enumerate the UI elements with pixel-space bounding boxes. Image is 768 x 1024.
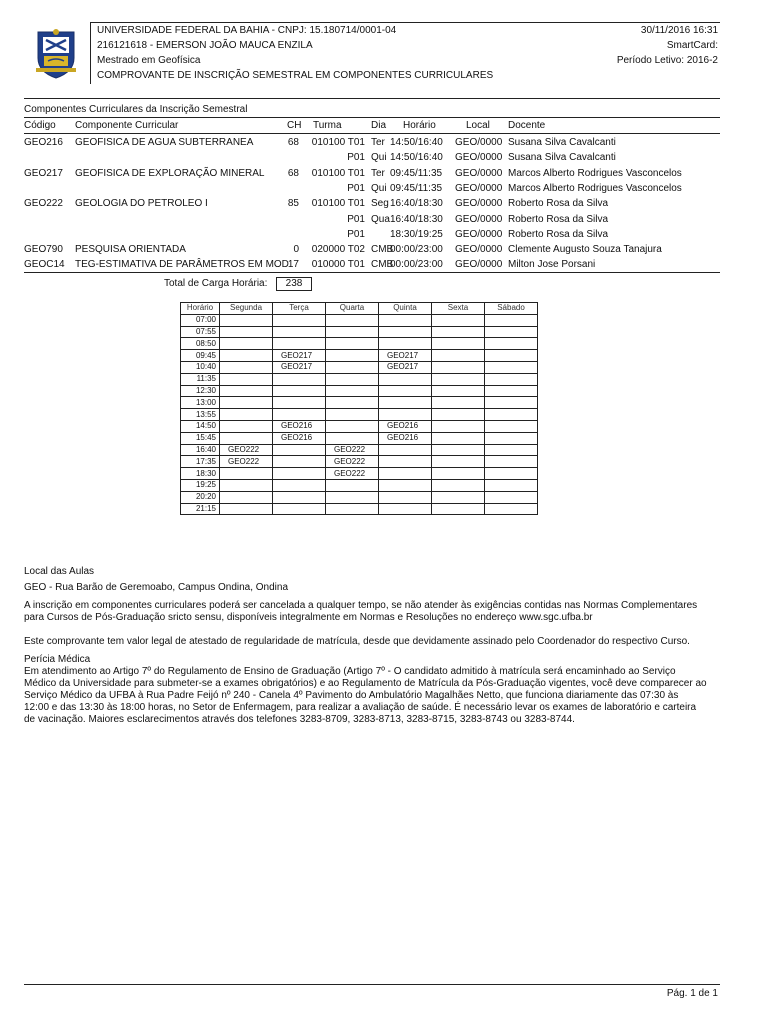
schedule-time: 16:40 <box>181 444 220 456</box>
course-ch: 0 <box>293 244 299 255</box>
schedule-cell <box>220 314 273 326</box>
schedule-cell <box>220 409 273 421</box>
schedule-cell <box>326 420 379 432</box>
schedule-col-header: Sexta <box>432 303 485 315</box>
schedule-cell <box>485 338 538 350</box>
schedule-cell <box>432 468 485 480</box>
schedule-cell: GEO222 <box>220 444 273 456</box>
schedule-cell <box>220 397 273 409</box>
course-turma: P01 <box>347 152 365 163</box>
schedule-row <box>181 432 538 444</box>
course-turma: 020000 T02 <box>311 244 365 255</box>
course-ch: 85 <box>287 198 299 209</box>
schedule-cell: GEO216 <box>273 420 326 432</box>
document-title: COMPROVANTE DE INSCRIÇÃO SEMESTRAL EM COMPONENTES CURRICULARES <box>97 70 494 81</box>
course-teacher: Susana Silva Cavalcanti <box>508 137 616 148</box>
schedule-cell <box>432 503 485 515</box>
cancel-notice-line2: para Cursos de Pós-Graduação sricto sensu, disponíveis integralmente em Normas e Resoluções no endereço www.sgc.ufba.br <box>24 612 593 623</box>
course-day: CMB <box>371 244 394 255</box>
schedule-cell <box>220 373 273 385</box>
schedule-cell <box>273 503 326 515</box>
schedule-cell <box>432 479 485 491</box>
schedule-cell: GEO217 <box>273 350 326 362</box>
course-teacher: Clemente Augusto Souza Tanajura <box>508 244 662 255</box>
footer-rule <box>24 984 720 985</box>
schedule-cell <box>273 456 326 468</box>
schedule-cell <box>273 314 326 326</box>
schedule-cell <box>485 479 538 491</box>
pericia-line4: 12:00 e das 13:30 às 18:00 horas, no Setor de Enfermagem, para realizar a avaliação de saúde. É necessário levar os exames de laboratório e carteira <box>24 702 697 713</box>
schedule-time: 13:55 <box>181 409 220 421</box>
course-location: GEO/0000 <box>455 244 503 255</box>
schedule-time: 20:20 <box>181 491 220 503</box>
schedule-cell: GEO222 <box>326 456 379 468</box>
course-location: GEO/0000 <box>455 183 503 194</box>
course-name: TEG-ESTIMATIVA DE PARÂMETROS EM MOD <box>75 259 289 270</box>
schedule-cell <box>220 385 273 397</box>
schedule-cell <box>432 432 485 444</box>
program-line: Mestrado em Geofísica <box>97 55 201 66</box>
course-name: GEOLOGIA DO PETROLEO I <box>75 198 208 209</box>
schedule-cell <box>326 479 379 491</box>
schedule-row <box>181 385 538 397</box>
schedule-cell <box>432 350 485 362</box>
schedule-time: 10:40 <box>181 361 220 373</box>
col-header-componente: Componente Curricular <box>75 120 179 131</box>
course-location: GEO/0000 <box>455 259 503 270</box>
course-turma: P01 <box>347 214 365 225</box>
schedule-row <box>181 338 538 350</box>
col-header-dia: Dia <box>371 120 387 131</box>
col-header-horario: Horário <box>403 120 436 131</box>
schedule-cell <box>273 479 326 491</box>
schedule-cell <box>485 314 538 326</box>
schedule-cell <box>485 432 538 444</box>
schedule-cell <box>485 373 538 385</box>
schedule-cell <box>220 468 273 480</box>
schedule-cell <box>273 491 326 503</box>
schedule-cell: GEO216 <box>379 420 432 432</box>
schedule-cell <box>485 409 538 421</box>
course-teacher: Milton Jose Porsani <box>508 259 596 270</box>
schedule-cell <box>326 338 379 350</box>
ufba-logo <box>34 28 78 80</box>
course-teacher: Susana Silva Cavalcanti <box>508 152 616 163</box>
schedule-cell <box>379 491 432 503</box>
schedule-time: 09:45 <box>181 350 220 362</box>
schedule-time: 12:30 <box>181 385 220 397</box>
schedule-cell <box>485 361 538 373</box>
schedule-time: 13:00 <box>181 397 220 409</box>
schedule-cell <box>326 491 379 503</box>
schedule-time: 15:45 <box>181 432 220 444</box>
schedule-time: 21:15 <box>181 503 220 515</box>
schedule-time: 07:55 <box>181 326 220 338</box>
schedule-cell <box>273 444 326 456</box>
course-code: GEO216 <box>24 137 63 148</box>
schedule-cell <box>432 385 485 397</box>
schedule-cell <box>432 456 485 468</box>
schedule-cell: GEO217 <box>273 361 326 373</box>
schedule-cell <box>326 314 379 326</box>
schedule-cell <box>220 420 273 432</box>
university-line: UNIVERSIDADE FEDERAL DA BAHIA - CNPJ: 15.180714/0001-04 <box>97 25 397 36</box>
course-ch: 68 <box>287 168 299 179</box>
total-ch-label: Total de Carga Horária: <box>164 278 268 289</box>
schedule-cell <box>485 326 538 338</box>
schedule-cell <box>485 503 538 515</box>
schedule-cell <box>273 385 326 397</box>
smartcard-label: SmartCard: <box>666 40 718 51</box>
schedule-cell <box>326 373 379 385</box>
schedule-cell <box>432 491 485 503</box>
schedule-cell <box>220 361 273 373</box>
schedule-cell <box>379 314 432 326</box>
course-day: CMB <box>371 259 394 270</box>
schedule-time: 08:50 <box>181 338 220 350</box>
schedule-cell: GEO216 <box>273 432 326 444</box>
course-time: 16:40/18:30 <box>390 198 443 209</box>
schedule-row <box>181 397 538 409</box>
schedule-cell <box>326 385 379 397</box>
course-time: 09:45/11:35 <box>390 168 443 179</box>
schedule-cell <box>326 503 379 515</box>
course-day: Seg <box>371 198 389 209</box>
course-turma: 010100 T01 <box>311 198 365 209</box>
schedule-row <box>181 361 538 373</box>
col-header-docente: Docente <box>508 120 546 131</box>
schedule-time: 19:25 <box>181 479 220 491</box>
course-time: 00:00/23:00 <box>390 259 443 270</box>
schedule-cell <box>326 409 379 421</box>
col-header-codigo: Código <box>24 120 56 131</box>
schedule-cell <box>379 397 432 409</box>
course-name: GEOFISICA DE AGUA SUBTERRANEA <box>75 137 254 148</box>
course-ch: 17 <box>287 259 299 270</box>
schedule-row <box>181 314 538 326</box>
schedule-col-header: Segunda <box>220 303 273 315</box>
schedule-cell <box>485 491 538 503</box>
schedule-row <box>181 503 538 515</box>
schedule-cell <box>432 397 485 409</box>
schedule-cell <box>220 503 273 515</box>
course-turma: P01 <box>347 183 365 194</box>
schedule-cell <box>326 350 379 362</box>
schedule-cell <box>485 456 538 468</box>
student-line: 216121618 - EMERSON JOÃO MAUCA ENZILA <box>97 40 313 51</box>
schedule-cell <box>379 385 432 397</box>
table-header-top-rule <box>24 117 720 118</box>
schedule-cell <box>432 373 485 385</box>
course-ch: 68 <box>287 137 299 148</box>
table-header-bottom-rule <box>24 133 720 134</box>
schedule-time: 07:00 <box>181 314 220 326</box>
schedule-cell <box>432 409 485 421</box>
course-day: Qui <box>371 152 387 163</box>
course-time: 18:30/19:25 <box>390 229 443 240</box>
schedule-row <box>181 373 538 385</box>
schedule-cell: GEO222 <box>326 444 379 456</box>
course-day: Qua <box>371 214 390 225</box>
cancel-notice-line1: A inscrição em componentes curriculares poderá ser cancelada a qualquer tempo, se não atender às exigências contidas nas Normas Complementares <box>24 600 698 611</box>
schedule-cell <box>220 338 273 350</box>
course-name: PESQUISA ORIENTADA <box>75 244 186 255</box>
schedule-cell <box>432 420 485 432</box>
schedule-cell: GEO217 <box>379 350 432 362</box>
course-code: GEO222 <box>24 198 63 209</box>
schedule-cell <box>273 373 326 385</box>
schedule-cell: GEO222 <box>220 456 273 468</box>
course-day: Ter <box>371 137 385 148</box>
schedule-cell <box>273 326 326 338</box>
schedule-cell: GEO222 <box>326 468 379 480</box>
course-turma: 010100 T01 <box>311 168 365 179</box>
course-teacher: Roberto Rosa da Silva <box>508 214 609 225</box>
schedule-row <box>181 444 538 456</box>
course-teacher: Marcos Alberto Rodrigues Vasconcelos <box>508 183 682 194</box>
schedule-col-header: Terça <box>273 303 326 315</box>
schedule-cell <box>220 326 273 338</box>
schedule-cell <box>379 409 432 421</box>
schedule-cell <box>379 479 432 491</box>
schedule-cell <box>379 468 432 480</box>
schedule-cell <box>485 420 538 432</box>
schedule-cell <box>326 432 379 444</box>
schedule-row <box>181 350 538 362</box>
schedule-time: 11:35 <box>181 373 220 385</box>
schedule-cell <box>432 326 485 338</box>
pericia-line5: de vacinação. Maiores esclarecimentos através dos telefones 3283-8709, 3283-8713, 3283-8715, 3283-8743 ou 3283-8744. <box>24 714 575 725</box>
schedule-cell <box>273 397 326 409</box>
schedule-cell <box>379 338 432 350</box>
schedule-cell <box>432 338 485 350</box>
course-time: 16:40/18:30 <box>390 214 443 225</box>
local-address: GEO - Rua Barão de Geremoabo, Campus Ondina, Ondina <box>24 582 289 593</box>
course-teacher: Roberto Rosa da Silva <box>508 198 609 209</box>
schedule-time: 17:35 <box>181 456 220 468</box>
course-location: GEO/0000 <box>455 168 503 179</box>
schedule-cell <box>379 373 432 385</box>
section-top-rule <box>24 98 720 99</box>
schedule-cell <box>432 314 485 326</box>
schedule-row <box>181 456 538 468</box>
course-teacher: Roberto Rosa da Silva <box>508 229 609 240</box>
course-location: GEO/0000 <box>455 152 503 163</box>
legal-validity-note: Este comprovante tem valor legal de atestado de regularidade de matrícula, desde que devidamente assinado pelo Coordenador do respectivo Curso. <box>24 636 690 647</box>
pericia-line1: Em atendimento ao Artigo 7º do Regulamento de Ensino de Graduação (Artigo 7º - O candidato admitido à matrícula será encaminhado ao Serviço <box>24 666 676 677</box>
schedule-row <box>181 420 538 432</box>
course-time: 14:50/16:40 <box>390 137 443 148</box>
course-time: 00:00/23:00 <box>390 244 443 255</box>
course-code: GEOC14 <box>24 259 65 270</box>
course-teacher: Marcos Alberto Rodrigues Vasconcelos <box>508 168 682 179</box>
course-name: GEOFISICA DE EXPLORAÇÃO MINERAL <box>75 168 265 179</box>
schedule-row <box>181 479 538 491</box>
schedule-cell <box>485 350 538 362</box>
section-title: Componentes Curriculares da Inscrição Semestral <box>24 104 248 115</box>
local-title: Local das Aulas <box>24 566 95 577</box>
schedule-cell <box>379 503 432 515</box>
schedule-cell <box>220 479 273 491</box>
pericia-line2: Médico da Universidade para submeter-se a exames obrigatórios) e ao Regulamento de Matrícula da Pós-Graduação vigentes, você deve comparecer ao <box>24 678 707 689</box>
schedule-cell <box>326 397 379 409</box>
schedule-cell <box>326 361 379 373</box>
schedule-cell <box>379 444 432 456</box>
schedule-row <box>181 468 538 480</box>
schedule-cell <box>220 491 273 503</box>
course-location: GEO/0000 <box>455 137 503 148</box>
course-turma: 010100 T01 <box>311 137 365 148</box>
schedule-cell <box>485 397 538 409</box>
schedule-row <box>181 491 538 503</box>
academic-period: Período Letivo: 2016-2 <box>616 55 718 66</box>
schedule-cell <box>273 409 326 421</box>
schedule-row <box>181 326 538 338</box>
weekly-schedule-grid <box>180 302 538 515</box>
schedule-time: 18:30 <box>181 468 220 480</box>
schedule-col-header: Quinta <box>379 303 432 315</box>
schedule-cell <box>485 385 538 397</box>
col-header-ch: CH <box>287 120 302 131</box>
course-code: GEO217 <box>24 168 63 179</box>
course-location: GEO/0000 <box>455 229 503 240</box>
course-turma: 010000 T01 <box>311 259 365 270</box>
schedule-cell <box>432 361 485 373</box>
col-header-turma: Turma <box>313 120 342 131</box>
table-bottom-rule <box>24 272 720 273</box>
schedule-row <box>181 409 538 421</box>
col-header-local: Local <box>466 120 490 131</box>
print-datetime: 30/11/2016 16:31 <box>640 25 718 36</box>
course-turma: P01 <box>347 229 365 240</box>
schedule-cell <box>273 338 326 350</box>
pericia-line3: Serviço Médico da UFBA à Rua Padre Feijó nº 240 - Canela 4º Pavimento do Ambulatório Magalhães Netto, que funciona diariamente das 07:30 às <box>24 690 679 701</box>
page-number: Pág. 1 de 1 <box>666 988 718 999</box>
pericia-title: Perícia Médica <box>24 654 91 665</box>
course-location: GEO/0000 <box>455 214 503 225</box>
schedule-cell <box>220 350 273 362</box>
course-location: GEO/0000 <box>455 198 503 209</box>
schedule-cell <box>485 444 538 456</box>
course-time: 14:50/16:40 <box>390 152 443 163</box>
course-code: GEO790 <box>24 244 63 255</box>
course-day: Qui <box>371 183 387 194</box>
course-day: Ter <box>371 168 385 179</box>
schedule-cell <box>379 456 432 468</box>
schedule-cell: GEO216 <box>379 432 432 444</box>
schedule-col-header: Horário <box>181 303 220 315</box>
total-ch-value: 238 <box>276 277 312 291</box>
schedule-cell <box>379 326 432 338</box>
schedule-cell <box>220 432 273 444</box>
schedule-time: 14:50 <box>181 420 220 432</box>
schedule-cell <box>326 326 379 338</box>
schedule-col-header: Sábado <box>485 303 538 315</box>
schedule-col-header: Quarta <box>326 303 379 315</box>
schedule-cell <box>273 468 326 480</box>
schedule-cell <box>432 444 485 456</box>
course-time: 09:45/11:35 <box>390 183 443 194</box>
schedule-cell: GEO217 <box>379 361 432 373</box>
schedule-header-row <box>181 303 538 315</box>
schedule-cell <box>485 468 538 480</box>
